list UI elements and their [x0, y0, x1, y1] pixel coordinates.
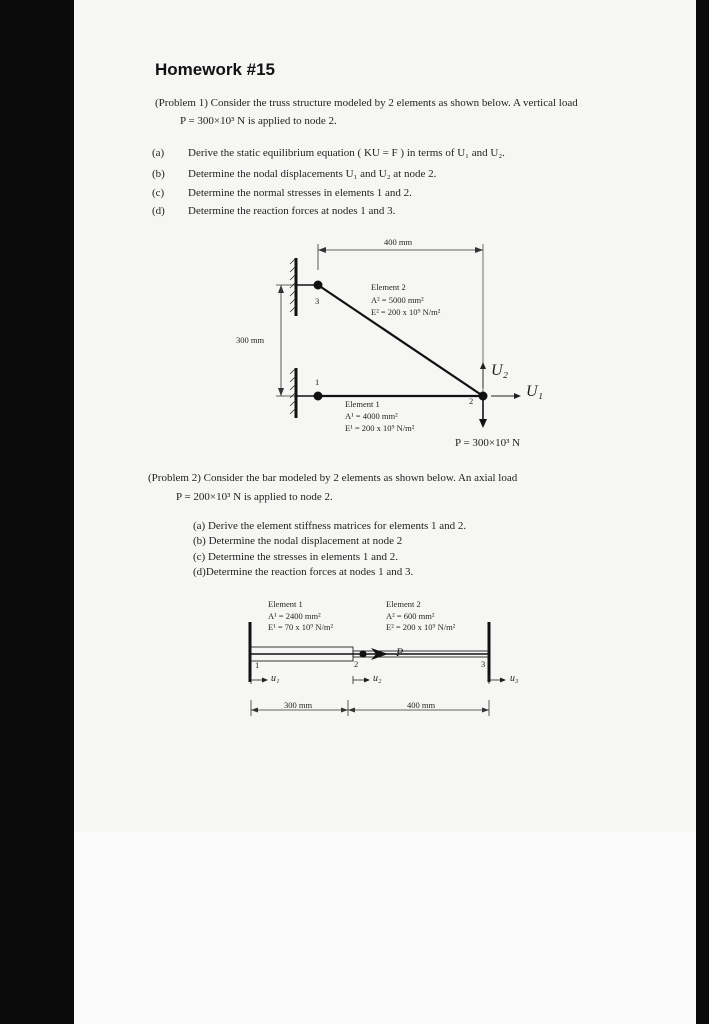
u1-arrowhead — [262, 678, 268, 683]
p2-item-c: (c) Determine the stresses in elements 1 and 2. — [193, 551, 398, 563]
p2-node2-label: 2 — [354, 659, 359, 669]
p1-item-c-text: Determine the normal stresses in elements 1 and 2. — [188, 187, 412, 199]
p1-item-b-text: Determine the nodal displacements U₁ and U₂ at node 2. — [188, 168, 437, 180]
p1-item-d-text: Determine the reaction forces at nodes 1 and 3. — [188, 205, 396, 217]
p2-element2-modulus: E² = 200 x 10⁹ N/m² — [386, 622, 456, 632]
p2-element1-modulus: E¹ = 70 x 10⁹ N/m² — [268, 622, 334, 632]
element2-name: Element 2 — [371, 282, 406, 292]
p2-load-label: P — [396, 645, 404, 659]
p1-item-d-label: (d) — [152, 205, 165, 217]
u3-arrowhead — [500, 678, 506, 683]
problem2-load: P = 200×10³ N is applied to node 2. — [176, 491, 333, 503]
node2-label: 2 — [469, 396, 474, 406]
p1-item-c-label: (c) — [152, 187, 165, 199]
p1-item-a-text: Derive the static equilibrium equation ( KU = F ) in terms of U₁ and U₂. — [188, 147, 505, 159]
problem2-intro: (Problem 2) Consider the bar modeled by 2 elements as shown below. An axial load — [148, 472, 518, 484]
dim-arrow-2 — [341, 708, 348, 713]
node2-dot — [359, 650, 366, 657]
node3-label: 3 — [315, 296, 320, 306]
u2-label: U₂ — [491, 362, 509, 379]
p2-u2-label: u₂ — [373, 673, 382, 684]
p2-item-d: (d)Determine the reaction forces at nodes 1 and 3. — [193, 566, 414, 578]
element1-name: Element 1 — [345, 399, 380, 409]
node1-label: 1 — [315, 377, 320, 387]
element1-modulus: E¹ = 200 x 10⁹ N/m² — [345, 423, 415, 433]
p2-node3-label: 3 — [481, 659, 486, 669]
p2-item-a: (a) Derive the element stiffness matrices for elements 1 and 2. — [193, 520, 467, 532]
dim-400-label: 400 mm — [384, 237, 413, 247]
dim-300-label: 300 mm — [236, 335, 265, 345]
element2-area: A² = 5000 mm² — [371, 295, 424, 305]
p2-dim1-label: 300 mm — [284, 700, 313, 710]
element2-modulus: E² = 200 x 10⁹ N/m² — [371, 307, 441, 317]
p2-element2-area: A² = 600 mm² — [386, 611, 435, 621]
p2-element1-area: A¹ = 2400 mm² — [268, 611, 321, 621]
dim-arrow-4 — [482, 708, 489, 713]
page-title: Homework #15 — [155, 60, 275, 79]
problem1-intro: (Problem 1) Consider the truss structure modeled by 2 elements as shown below. A vertical load — [155, 97, 578, 109]
load-label: P = 300×10³ N — [455, 437, 521, 449]
dim-arrow-1 — [251, 708, 258, 713]
p2-item-b: (b) Determine the nodal displacement at node 2 — [193, 535, 403, 547]
p2-u3-label: u₃ — [510, 673, 519, 684]
p2-element1-name: Element 1 — [268, 599, 303, 609]
dim-arrow-3 — [348, 708, 355, 713]
p2-dim2-label: 400 mm — [407, 700, 436, 710]
element1-area: A¹ = 4000 mm² — [345, 411, 398, 421]
p2-u1-label: u₁ — [271, 673, 280, 684]
p1-item-b-label: (b) — [152, 168, 165, 180]
u1-label: U₁ — [526, 383, 544, 400]
problem1-load: P = 300×10³ N is applied to node 2. — [180, 115, 337, 127]
p2-element2-name: Element 2 — [386, 599, 421, 609]
p2-node1-label: 1 — [255, 660, 260, 670]
u2-arrowhead — [364, 678, 370, 683]
p1-item-a-label: (a) — [152, 147, 165, 159]
